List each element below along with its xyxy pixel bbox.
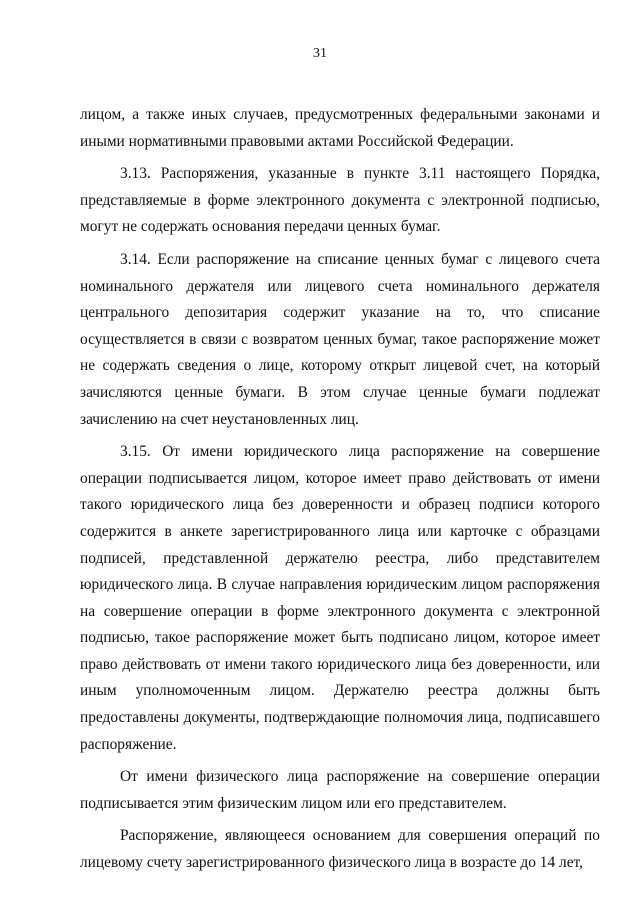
paragraph-continuation: лицом, а также иных случаев, предусмотренных федеральными законами и иными нормативными правовыми актами Российской Федерации.	[80, 106, 600, 150]
page-number: 31	[313, 46, 327, 61]
paragraph-minor-account: Распоряжение, являющееся основанием для совершения операций по лицевому счету зарегистрированного физического лица в возрасте до 14 лет,	[80, 827, 600, 872]
document-body	[80, 102, 600, 883]
paragraph-3-14: 3.14. Если распоряжение на списание ценных бумаг с лицевого счета номинального держателя или лицевого счета номинального держателя центрального депозитария содержит указание на то, что списание осуществляется в связи с возвратом ценных бумаг, такое распоряжение может не содержать сведения о лице, которому открыт лицевой счет, на который зачисляются ценные бумаги. В этом случае ценные бумаги подлежат зачислению на счет неустановленных лиц.	[80, 250, 600, 428]
paragraph-3-13: 3.13. Распоряжения, указанные в пункте 3.11 настоящего Порядка, представляемые в форме электронного документа с электронной подписью, могут не содержать основания передачи ценных бумаг.	[80, 165, 600, 236]
paragraph-individual-signature: От имени физического лица распоряжение на совершение операции подписывается этим физическим лицом или его представителем.	[80, 768, 600, 812]
paragraph-3-15: 3.15. От имени юридического лица распоряжение на совершение операции подписывается лицом, которое имеет право действовать от имени такого юридического лица без доверенности и образец подписи которого содержится в анкете зарегистрированного лица или карточке с образцами подписей, представленной держателю реестра, либо представителем юридического лица. В случае направления юридическим лицом распоряжения на совершение операции в форме электронного документа с электронной подписью, такое распоряжение может быть подписано лицом, которое имеет право действовать от имени такого юридического лица без доверенности, или иным уполномоченным лицом. Держателю реестра должны быть предоставлены документы, подтверждающие полномочия лица, подписавшего распоряжение.	[80, 443, 600, 753]
